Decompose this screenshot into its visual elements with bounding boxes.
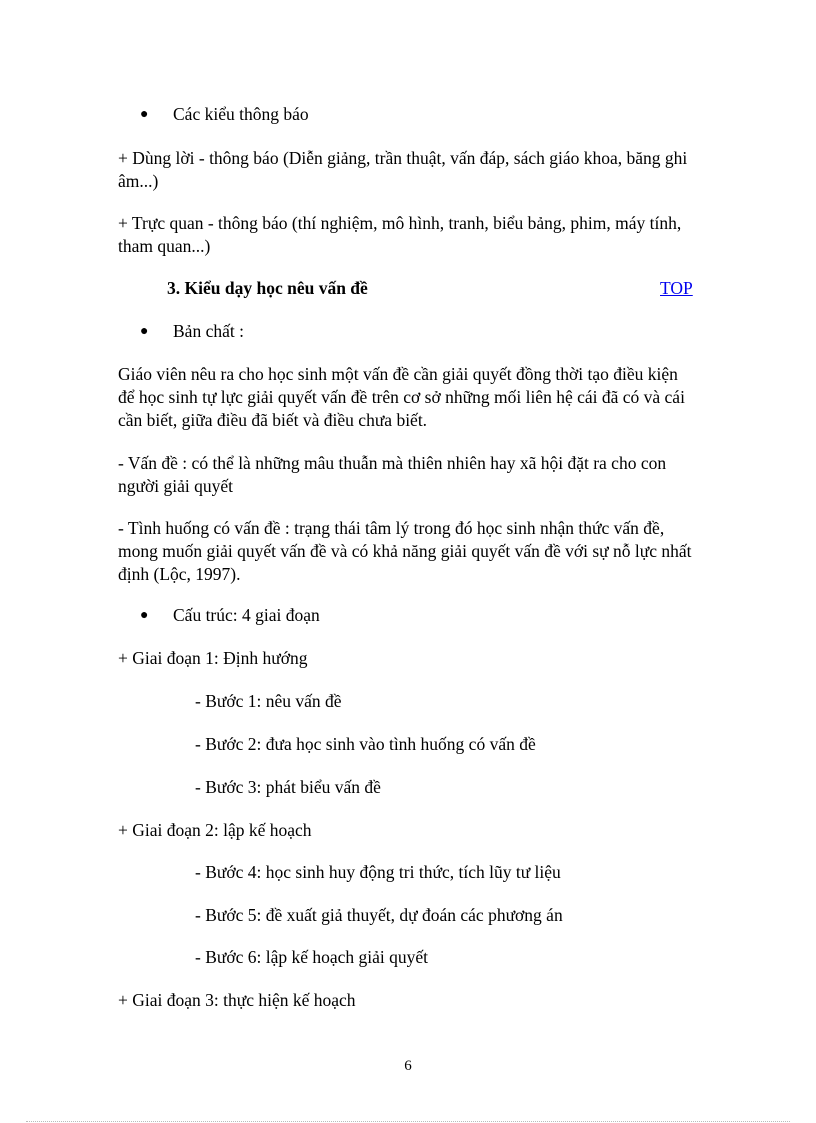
nature-paragraph: Giáo viên nêu ra cho học sinh một vấn đề cần giải quyết đồng thời tạo điều kiện để học sinh tự lực giải quyết vấn đề trên cơ sở những mối liên hệ cái đã có và cái cần biết, giữa điều đã biết và điều chưa biết. xyxy=(118,364,685,430)
phase-2: + Giai đoạn 2: lập kế hoạch xyxy=(118,820,312,840)
step-4: - Bước 4: học sinh huy động tri thức, tích lũy tư liệu xyxy=(195,862,561,882)
announce-verbal: + Dùng lời - thông báo (Diễn giảng, trần thuật, vấn đáp, sách giáo khoa, băng ghi âm...) xyxy=(118,148,688,191)
step-3: - Bước 3: phát biểu vấn đề xyxy=(195,777,381,797)
step-5: - Bước 5: đề xuất giả thuyết, dự đoán các phương án xyxy=(195,905,563,925)
bullet-dot: ● xyxy=(140,324,149,339)
bullet-dot: ● xyxy=(140,107,149,122)
definition-problem: - Vấn đề : có thể là những mâu thuẫn mà thiên nhiên hay xã hội đặt ra cho con người giải quyết xyxy=(118,453,667,496)
bullet-text: Cấu trúc: 4 giai đoạn xyxy=(173,605,320,625)
phase-3: + Giai đoạn 3: thực hiện kế hoạch xyxy=(118,990,356,1010)
page-number: 6 xyxy=(404,1058,412,1074)
bullet-text: Bản chất : xyxy=(173,321,244,341)
bullet-dot: ● xyxy=(140,608,149,623)
definition-situation: - Tình huống có vấn đề : trạng thái tâm lý trong đó học sinh nhận thức vấn đề, mong muốn giải quyết vấn đề và có khả năng giải quyết vấn đề với sự nỗ lực nhất định (Lộc, 1997). xyxy=(118,518,692,584)
announce-visual: + Trực quan - thông báo (thí nghiệm, mô hình, tranh, biểu bảng, phim, máy tính, tham quan...) xyxy=(118,213,682,256)
step-1: - Bước 1: nêu vấn đề xyxy=(195,691,342,711)
step-6: - Bước 6: lập kế hoạch giải quyết xyxy=(195,947,429,967)
section-heading: 3. Kiểu dạy học nêu vấn đề xyxy=(167,278,368,298)
bullet-text: Các kiểu thông báo xyxy=(173,104,309,124)
phase-1: + Giai đoạn 1: Định hướng xyxy=(118,648,308,668)
footer-divider xyxy=(26,1121,790,1122)
step-2: - Bước 2: đưa học sinh vào tình huống có vấn đề xyxy=(195,734,536,754)
top-link[interactable]: TOP xyxy=(660,278,693,298)
